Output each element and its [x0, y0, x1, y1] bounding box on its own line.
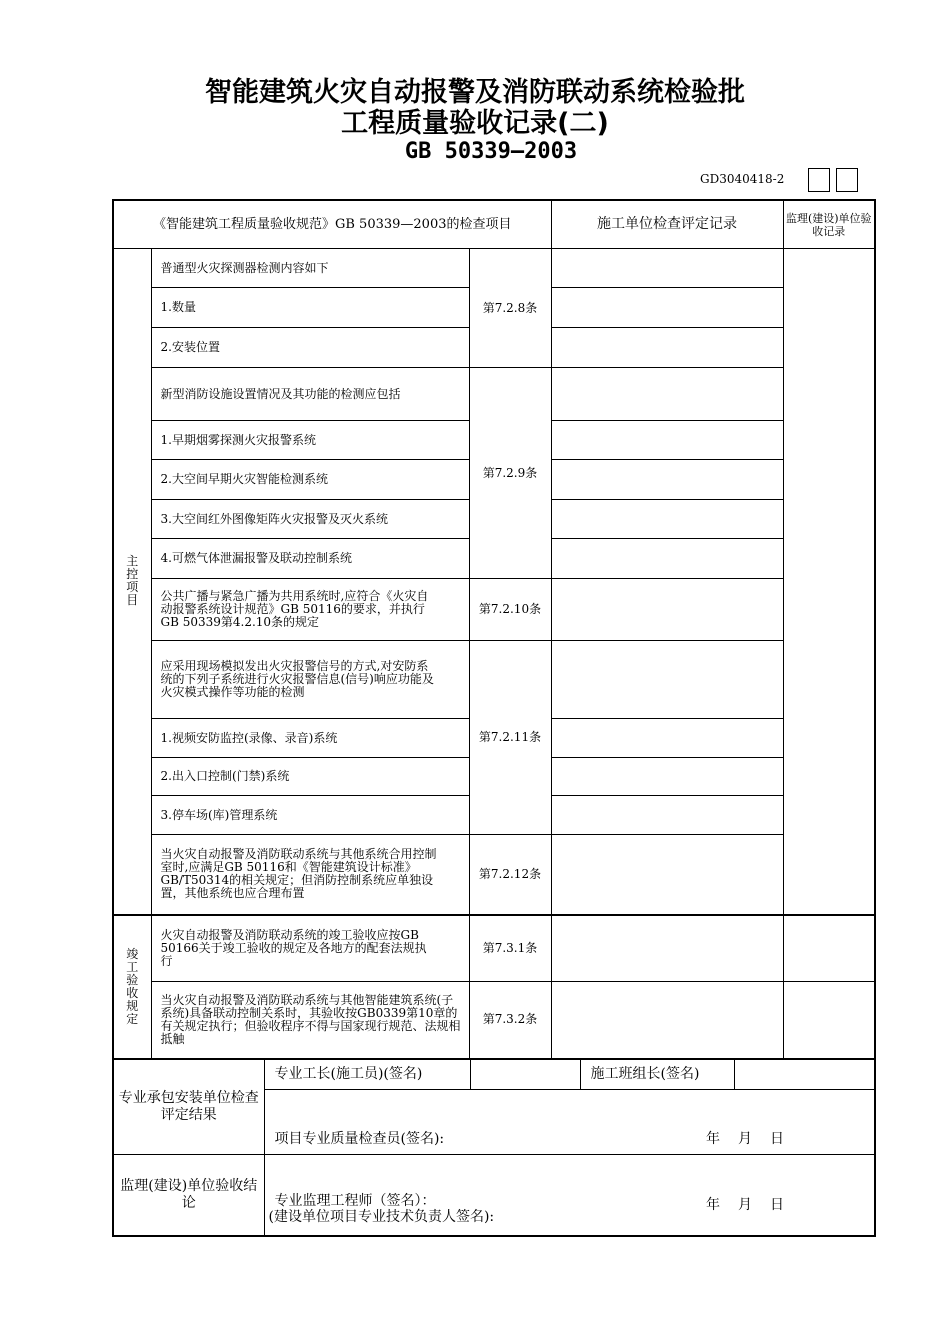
item-row: 1.数量: [151, 288, 469, 328]
construction-record-cell[interactable]: [551, 835, 783, 915]
clause-ref: 第7.2.8条: [469, 249, 551, 368]
section-completion: 竣 工 验 收 规 定: [113, 915, 151, 1059]
inspector-signature-field[interactable]: [264, 1090, 875, 1155]
item-row: 4.可燃气体泄漏报警及联动控制系统: [151, 539, 469, 579]
item-row: 当火灾自动报警及消防联动系统与其他智能建筑系统(子系统)具备联动控制关系时，其验收按GB0339第10章的有关规定执行；但验收程序不得与国家现行规范、法规相抵触: [151, 982, 469, 1059]
construction-record-cell[interactable]: [551, 421, 783, 460]
inspector-label: 项目专业质量检查员(签名):: [274, 1131, 445, 1147]
construction-record-cell[interactable]: [551, 500, 783, 539]
construction-record-cell[interactable]: [551, 288, 783, 328]
item-row: 新型消防设施设置情况及其功能的检测应包括: [151, 368, 469, 421]
form-code: GD3040418-2: [700, 172, 785, 186]
supervision-record-cell[interactable]: [783, 982, 875, 1059]
item-row: 2.大空间早期火灾智能检测系统: [151, 460, 469, 500]
supervisor-label: 专业监理工程师（签名）：: [274, 1192, 436, 1209]
item-row: 3.停车场(库)管理系统: [151, 796, 469, 835]
clause-ref: 第7.3.2条: [469, 982, 551, 1059]
section-main-control: 主 控 项 目: [113, 249, 151, 915]
standard-code: GB 50339—2003: [404, 139, 578, 164]
clause-ref: 第7.2.11条: [469, 641, 551, 835]
construction-record-cell[interactable]: [551, 982, 783, 1059]
construction-record-cell[interactable]: [551, 460, 783, 500]
construction-record-cell[interactable]: [551, 915, 783, 982]
form-title-line2: 工程质量验收记录(二): [341, 108, 609, 139]
item-row: 普通型火灾探测器检测内容如下: [151, 249, 469, 288]
construction-record-cell[interactable]: [551, 368, 783, 421]
item-row: 公共广播与紧急广播为共用系统时,应符合《火灾自动报警系统设计规范》GB 50116的要求，并执行GB 50339第4.2.10条的规定: [151, 579, 469, 641]
clause-ref: 第7.2.12条: [469, 835, 551, 915]
col-header-check-items: 《智能建筑工程质量验收规范》GB 50339—2003的检查项目: [113, 200, 551, 249]
item-row: 火灾自动报警及消防联动系统的竣工验收应按GB 50166关于竣工验收的规定及各地方的配套法规执行: [151, 915, 469, 982]
contractor-result-label: 专业承包安装单位检查评定结果: [114, 1060, 264, 1155]
item-row: 2.出入口控制(门禁)系统: [151, 758, 469, 796]
construction-record-cell[interactable]: [551, 579, 783, 641]
inspection-table: [112, 199, 876, 1237]
col-header-construction-record: 施工单位检查评定记录: [551, 200, 783, 249]
clause-ref: 第7.2.10条: [469, 579, 551, 641]
serial-box-2[interactable]: [836, 168, 858, 192]
supervision-record-cell[interactable]: [783, 249, 875, 915]
construction-record-cell[interactable]: [551, 539, 783, 579]
construction-record-cell[interactable]: [551, 641, 783, 719]
construction-record-cell[interactable]: [551, 758, 783, 796]
construction-record-cell[interactable]: [551, 796, 783, 835]
foreman-label: 专业工长(施工员)(签名): [264, 1060, 470, 1090]
construction-record-cell[interactable]: [551, 719, 783, 758]
owner-rep-label: (建设单位项目专业技术负责人签名):: [268, 1208, 495, 1225]
construction-record-cell[interactable]: [551, 249, 783, 288]
construction-record-cell[interactable]: [551, 328, 783, 368]
item-row: 2.安装位置: [151, 328, 469, 368]
col-header-supervision-record: 监理(建设)单位验收记录: [783, 200, 875, 249]
supervisor-signature-field[interactable]: [264, 1155, 875, 1235]
item-row: 当火灾自动报警及消防联动系统与其他系统合用控制室时,应满足GB 50116和《智能建筑设计标准》GB/T50314的相关规定；但消防控制系统应单独设置，其他系统也应合理布置: [151, 835, 469, 915]
item-row: 应采用现场模拟发出火灾报警信号的方式,对安防系统的下列子系统进行火灾报警信息(信号)响应功能及火灾模式操作等功能的检测: [151, 641, 469, 719]
supervision-record-cell[interactable]: [783, 915, 875, 982]
item-row: 1.视频安防监控(录像、录音)系统: [151, 719, 469, 758]
inspection-date: 年 月 日: [706, 1131, 784, 1147]
foreman-signature-field[interactable]: [470, 1060, 580, 1090]
signature-section: [114, 1060, 875, 1235]
form-title-line1: 智能建筑火灾自动报警及消防联动系统检验批: [205, 77, 745, 108]
clause-ref: 第7.2.9条: [469, 368, 551, 579]
item-row: 1.早期烟雾探测火灾报警系统: [151, 421, 469, 460]
team-leader-label: 施工班组长(签名): [580, 1060, 734, 1090]
team-leader-signature-field[interactable]: [734, 1060, 875, 1090]
serial-box-1[interactable]: [808, 168, 830, 192]
item-row: 3.大空间红外图像矩阵火灾报警及灭火系统: [151, 500, 469, 539]
conclusion-date: 年 月 日: [706, 1196, 784, 1213]
clause-ref: 第7.3.1条: [469, 915, 551, 982]
supervision-conclusion-label: 监理(建设)单位验收结论: [114, 1155, 264, 1235]
